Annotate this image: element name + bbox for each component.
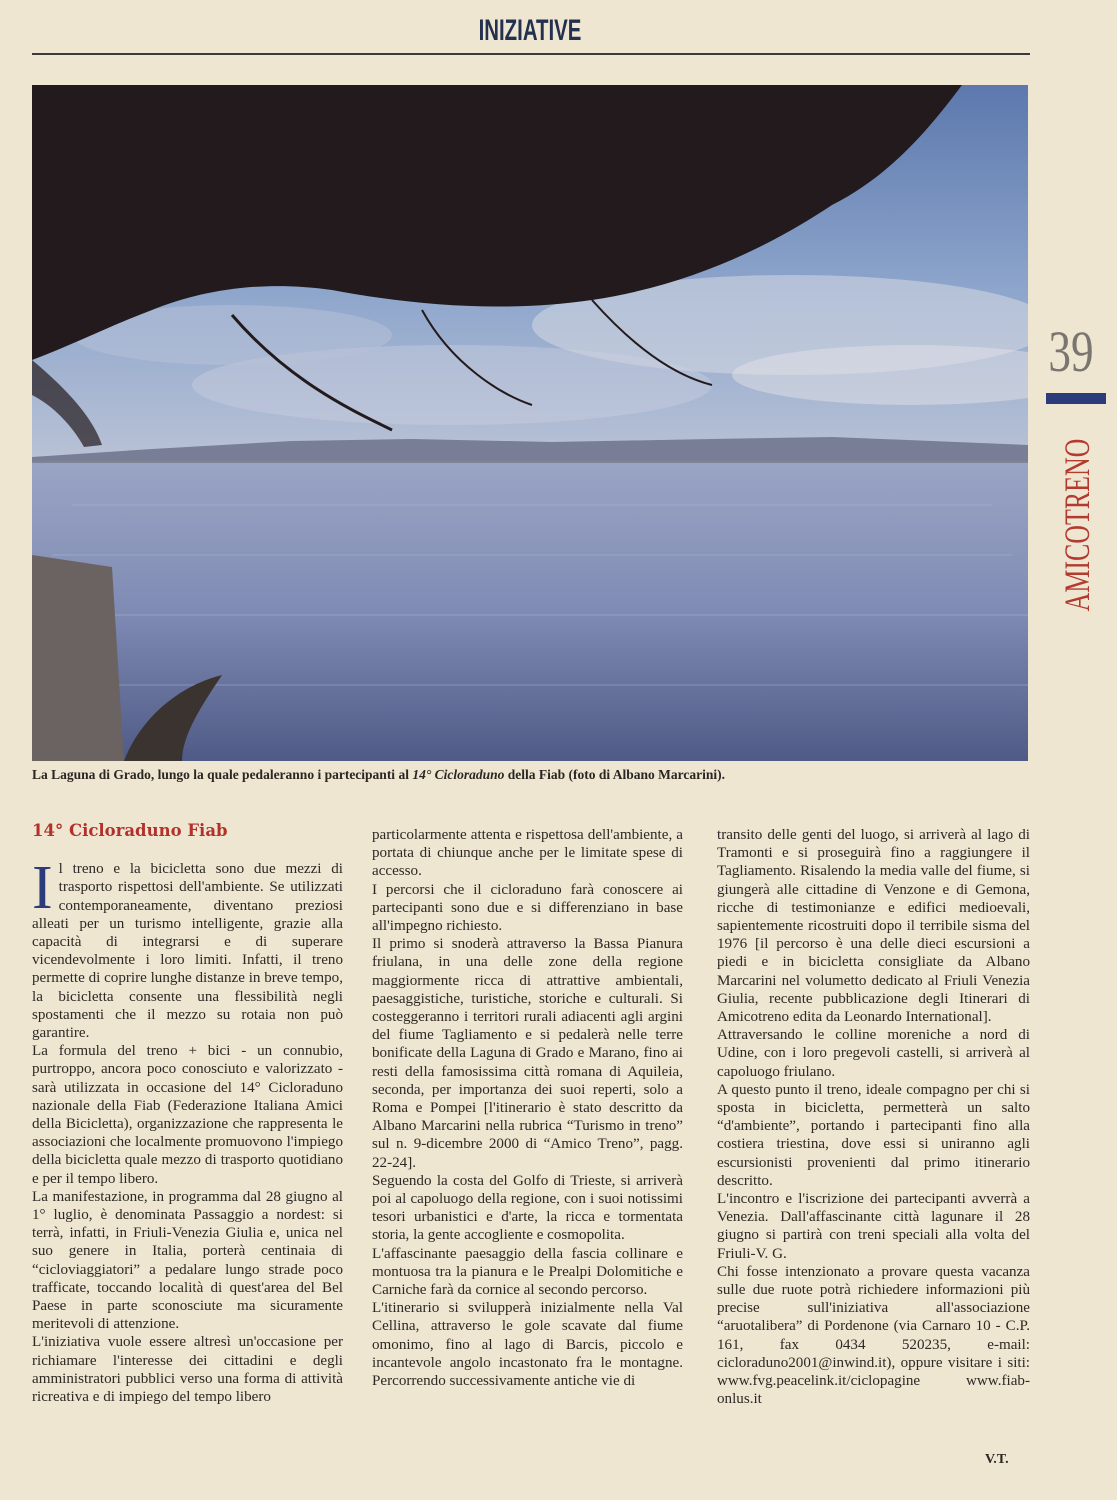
- caption-text-pre: La Laguna di Grado, lungo la quale pedaleranno i partecipanti al: [32, 767, 413, 782]
- paragraph: I percorsi che il cicloraduno farà conoscere ai partecipanti sono due e si differenziano in base all'impegno richiesto.: [372, 881, 683, 935]
- paragraph: transito delle genti del luogo, si arriverà al lago di Tramonti e si proseguirà fino a raggiungere il Tagliamento. Risalendo la media valle del fiume, si giungerà alle cittadine di Venzone e di Gemona, ricche di testimonianze e edifici medioevali, sapientemente ricostruiti dopo il terribile sisma del 1976 [il percorso è una delle dieci escursioni a piedi e in bicicletta consigliate da Albano Marcarini nel volumetto dedicato al Friuli Venezia Giulia, recente pubblicazione degli Itinerari di Amicotreno edita da Leonardo International].: [717, 827, 1030, 1026]
- paragraph: L'incontro e l'iscrizione dei partecipanti avverrà a Venezia. Dall'affascinante città lagunare il 28 giugno si partirà con treni speciali alla volta del Friuli-V. G.: [717, 1191, 1030, 1262]
- caption-text-post: della Fiab (foto di Albano Marcarini).: [504, 767, 726, 782]
- section-side-label: AMICOTRENO: [1057, 438, 1097, 612]
- paragraph: Il primo si snoderà attraverso la Bassa Pianura friulana, in una delle zone della regione maggiormente ricca di attrattive ambientali, paesaggistiche, turistiche, storiche e culturali. Si costeggeranno i territori rurali adiacenti agli argini del fiume Tagliamento e si pedalerà nelle terre bonificate della Laguna di Grado e Marano, fino ai resti della famosissima città romana di Aquileia, seconda, per importanza dei suoi reperti, solo a Roma e Pompei [l'itinerario è stato descritto da Albano Marcarini nella rubrica “Turismo in treno” sul n. 9-dicembre 2000 di “Amico Treno”, pagg. 22-24].: [372, 936, 683, 1171]
- paragraph: Chi fosse intenzionato a provare questa vacanza sulle due ruote potrà richiedere informazioni più precise sull'iniziativa all'associazione “aruotalibera” di Pordenone (via Carnaro 10 - C.P. 161, fax 0434 520235, e-mail: cicloraduno2001@inwind.it), oppure visitare i siti: www.fvg.peacelink.it/ciclopagine www.fiab-onlus.it: [717, 1263, 1030, 1408]
- caption-text-italic: 14° Cicloraduno: [412, 767, 505, 782]
- article-column-3: [717, 826, 1030, 1409]
- paragraph: Attraversando le colline moreniche a nord di Udine, con i loro pregevoli castelli, si arriverà al capoluogo friulano.: [717, 1027, 1030, 1080]
- photo-caption: [32, 767, 1032, 783]
- paragraph: L'affascinante paesaggio della fascia collinare e montuosa tra la pianura e le Prealpi Dolomitiche e Carniche farà da cornice al secondo percorso.: [372, 1245, 683, 1299]
- side-accent-bar: [1046, 393, 1106, 404]
- paragraph: La manifestazione, in programma dal 28 giugno al 1° luglio, è denominata Passaggio a nordest: si terrà, infatti, in Friuli-Venezia Giulia e, unica nel suo genere in Italia, porterà centinaia di “cicloviaggiatori” a pedalare lungo strade poco trafficate, toccando località di quest'area del Bel Paese in parte sconosciute ma sicuramente meritevoli di attenzione.: [32, 1188, 343, 1333]
- paragraph: A questo punto il treno, ideale compagno per chi si sposta in bicicletta, permetterà un salto “d'ambiente”, portando i partecipanti fino alla costiera triestina, dove essi si uniranno agli escursionisti provenienti dal primo itinerario descritto.: [717, 1081, 1030, 1189]
- lagoon-photo: [32, 85, 1028, 761]
- header-rule: [32, 53, 1030, 55]
- paragraph: L'itinerario si svilupperà inizialmente nella Val Cellina, attraverso le gole scavate dal fiume omonimo, fino al lago di Barcis, piccolo e incantevole angolo incastonato fra le montagne. Percorrendo successivamente antiche vie di: [372, 1300, 683, 1390]
- article-column-1: [32, 818, 343, 1406]
- author-signature: V.T.: [985, 1452, 1009, 1467]
- paragraph: Il treno e la bicicletta sono due mezzi di trasporto rispettosi dell'ambiente. Se utilizzati contemporaneamente, diventano preziosi alleati per un turismo intelligente, grazie alla capacità di integrarsi e di superare vicendevolmente i loro limiti. Infatti, il treno permette di coprire lunghe distanze in breve tempo, la bicicletta consente una flessibilità negli spostamenti che il mezzo su rotaia non può garantire.: [32, 854, 343, 1042]
- paragraph: Seguendo la costa del Golfo di Trieste, si arriverà poi al capoluogo della regione, con i suoi notissimi tesori urbanistici e d'arte, la ricca e tormentata storia, la gente accogliente e cosmopolita.: [372, 1172, 683, 1244]
- paragraph: particolarmente attenta e rispettosa dell'ambiente, a portata di chiunque anche per le limitate spese di accesso.: [372, 827, 683, 880]
- paragraph: La formula del treno + bici - un connubio, purtroppo, ancora poco conosciuto e valorizzato - sarà utilizzata in occasione del 14° Cicloraduno nazionale della Fiab (Federazione Italiana Amici della Bicicletta), organizzazione che rappresenta le associazioni che localmente promuovono l'impiego della bicicletta quale mezzo di trasporto quotidiano e per il tempo libero.: [32, 1043, 343, 1187]
- paragraph: L'iniziativa vuole essere altresì un'occasione per richiamare l'interesse dei cittadini e degli amministratori pubblici verso una forma di attività ricreativa e di impiego del tempo libero: [32, 1334, 343, 1406]
- article-column-2: [372, 826, 683, 1390]
- drop-cap: I: [32, 854, 53, 923]
- page-number: 39: [1048, 319, 1094, 384]
- article-title: 14° Cicloraduno Fiab: [32, 821, 228, 840]
- section-title: INIZIATIVE: [478, 14, 582, 47]
